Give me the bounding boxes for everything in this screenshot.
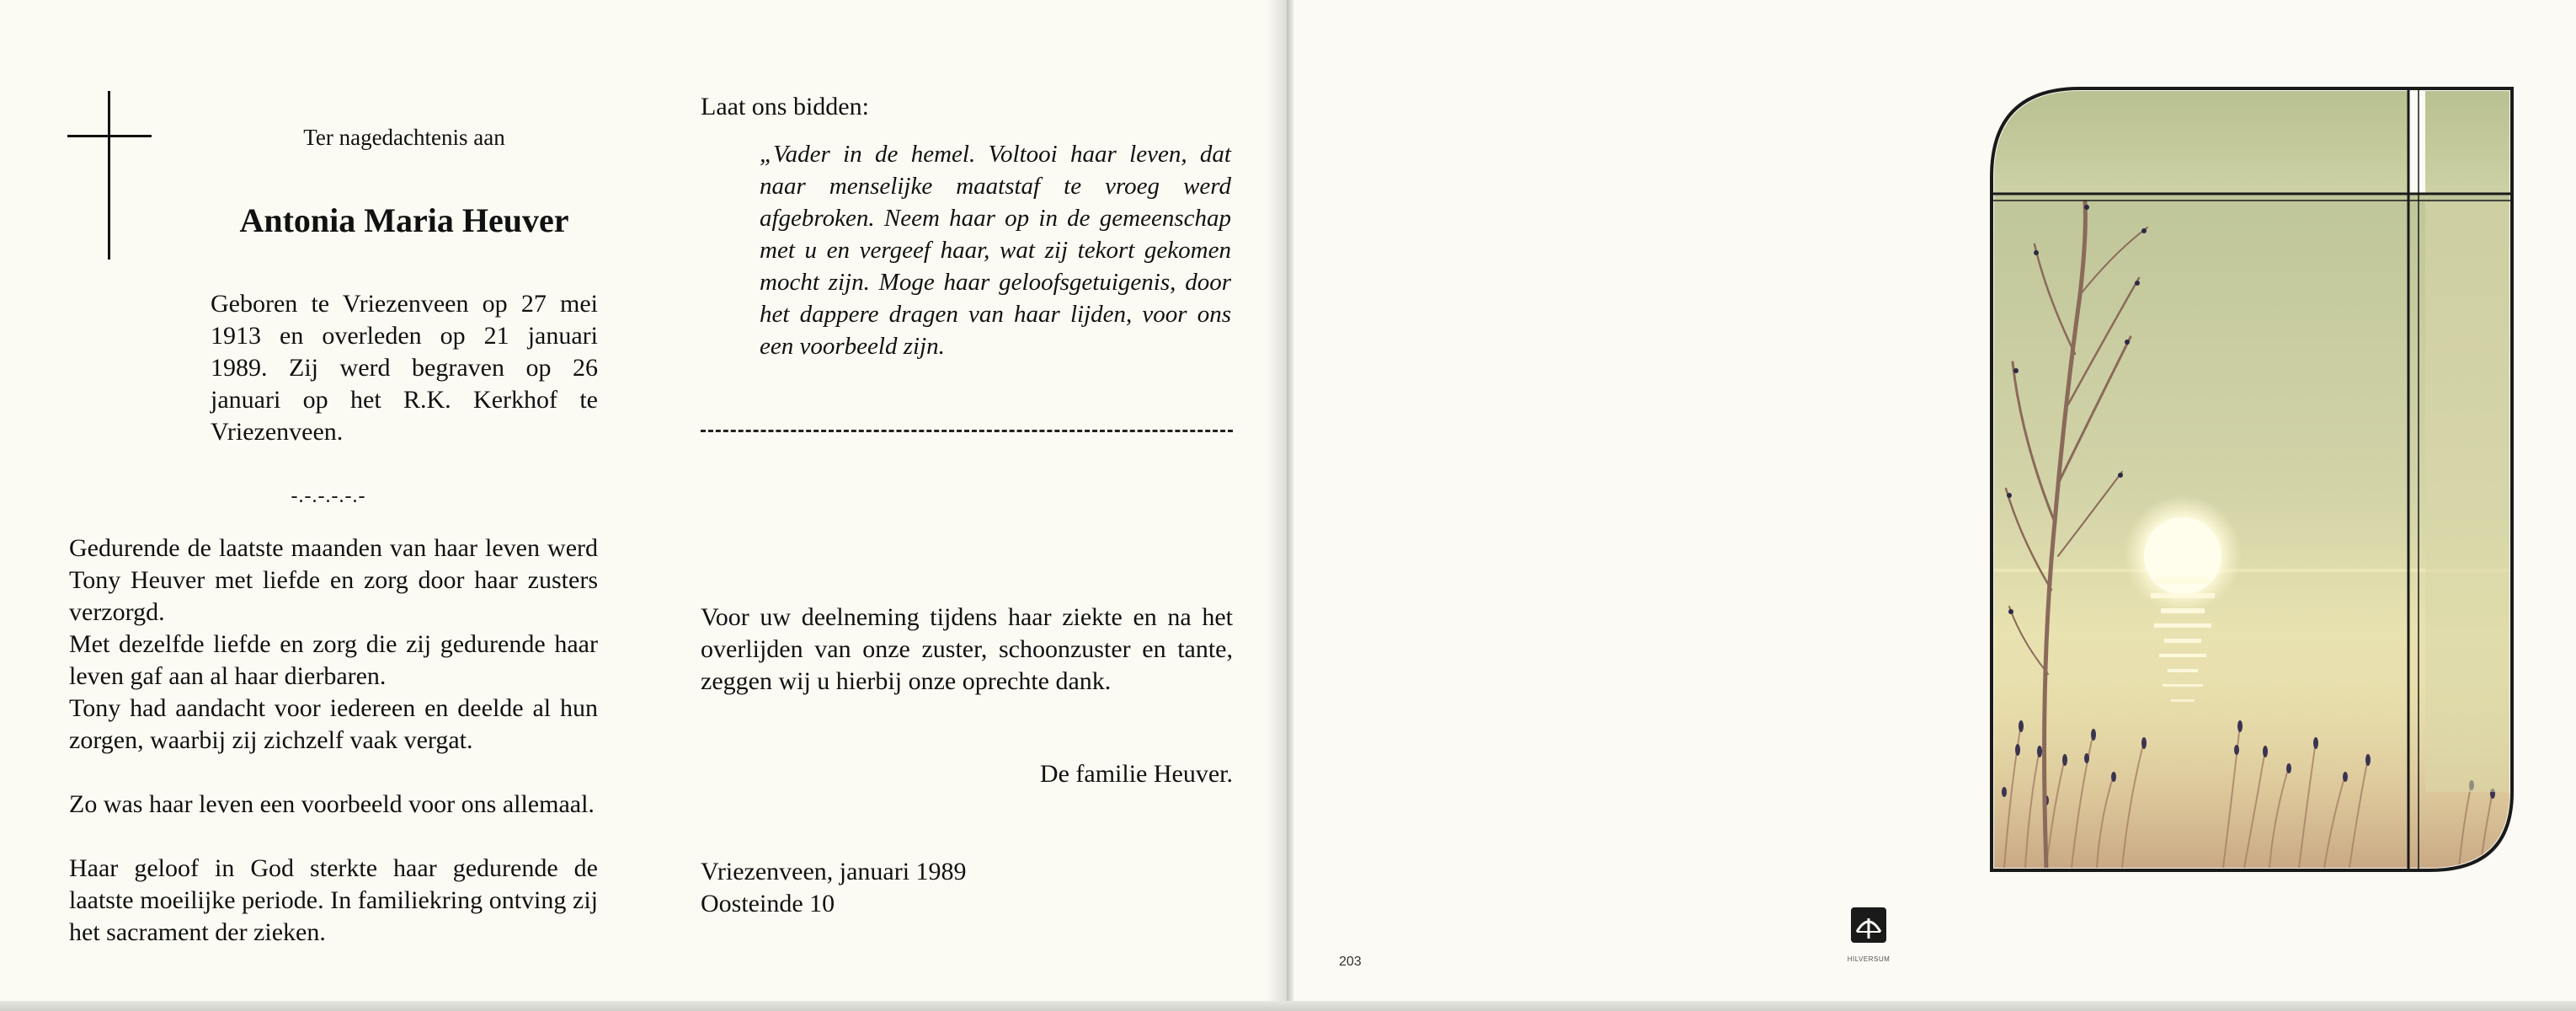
window-right-pane xyxy=(2425,202,2509,792)
dashed-separator xyxy=(701,430,1233,432)
publisher-logo-icon xyxy=(1850,907,1887,944)
card-gap xyxy=(1287,0,1293,1011)
life-paragraph: Haar geloof in God sterkte haar gedurende de laatste moeilijke periode. In familiekring ontving zij het sacrament der zieken. xyxy=(69,854,598,946)
thanks-text: Voor uw deelneming tijdens haar ziekte en na het overlijden van onze zuster, schoonzuster en tante, zeggen wij u hierbij onze oprechte dank. xyxy=(701,603,1233,695)
window-top-pane xyxy=(1994,91,2408,194)
window-top-right-pane xyxy=(2425,91,2509,194)
cross-icon-vertical xyxy=(108,91,110,259)
life-paragraph: Gedurende de laatste maanden van haar leven werd Tony Heuver met liefde en zorg door haar zusters verzorgd. xyxy=(69,534,598,626)
place-date: Vriezenveen, januari 1989 xyxy=(701,858,967,885)
life-paragraph: Zo was haar leven een voorbeeld voor ons allemaal. xyxy=(69,790,595,818)
sunset-window-illustration xyxy=(1987,84,2526,880)
memorial-intro: Ter nagedachtenis aan xyxy=(303,125,505,150)
card-code: 203 xyxy=(1339,955,1362,969)
ornamental-divider: -.-.-.-.-.- xyxy=(291,485,366,507)
publisher-name: HILVERSUM xyxy=(1847,955,1891,963)
deceased-name: Antonia Maria Heuver xyxy=(239,201,569,239)
prayer-heading: Laat ons bidden: xyxy=(701,93,869,120)
life-paragraph: Met dezelfde liefde en zorg die zij gedurende haar leven gaf aan al haar dierbaren. xyxy=(69,630,598,690)
family-signature: De familie Heuver. xyxy=(1039,760,1233,788)
cross-icon-horizontal xyxy=(67,135,152,137)
prayer-text: „Vader in de hemel. Voltooi haar leven, dat naar menselijke maatstaf te vroeg werd afgebroken. Neem haar op in de gemeenschap met u en vergeef haar, wat zij tekort gekomen mocht zijn. Moge haar geloofsgetuigenis, door het dappere dragen van haar lijden, voor ons een voorbeeld zijn. xyxy=(760,141,1231,360)
biography-text: Geboren te Vriezenveen op 27 mei 1913 en overleden op 21 januari 1989. Zij werd begraven op 26 januari op het R.K. Kerkhof te Vriezenveen. xyxy=(211,290,598,446)
address: Oosteinde 10 xyxy=(701,890,835,917)
place-and-address xyxy=(701,856,1233,920)
life-paragraph: Tony had aandacht voor iedereen en deelde al hun zorgen, waarbij zij zichzelf vaak vergat. xyxy=(69,694,598,754)
inner-spread xyxy=(0,0,1287,1011)
scan-bottom-edge xyxy=(0,1001,2576,1011)
page-fold-shadow xyxy=(1267,0,1287,1011)
